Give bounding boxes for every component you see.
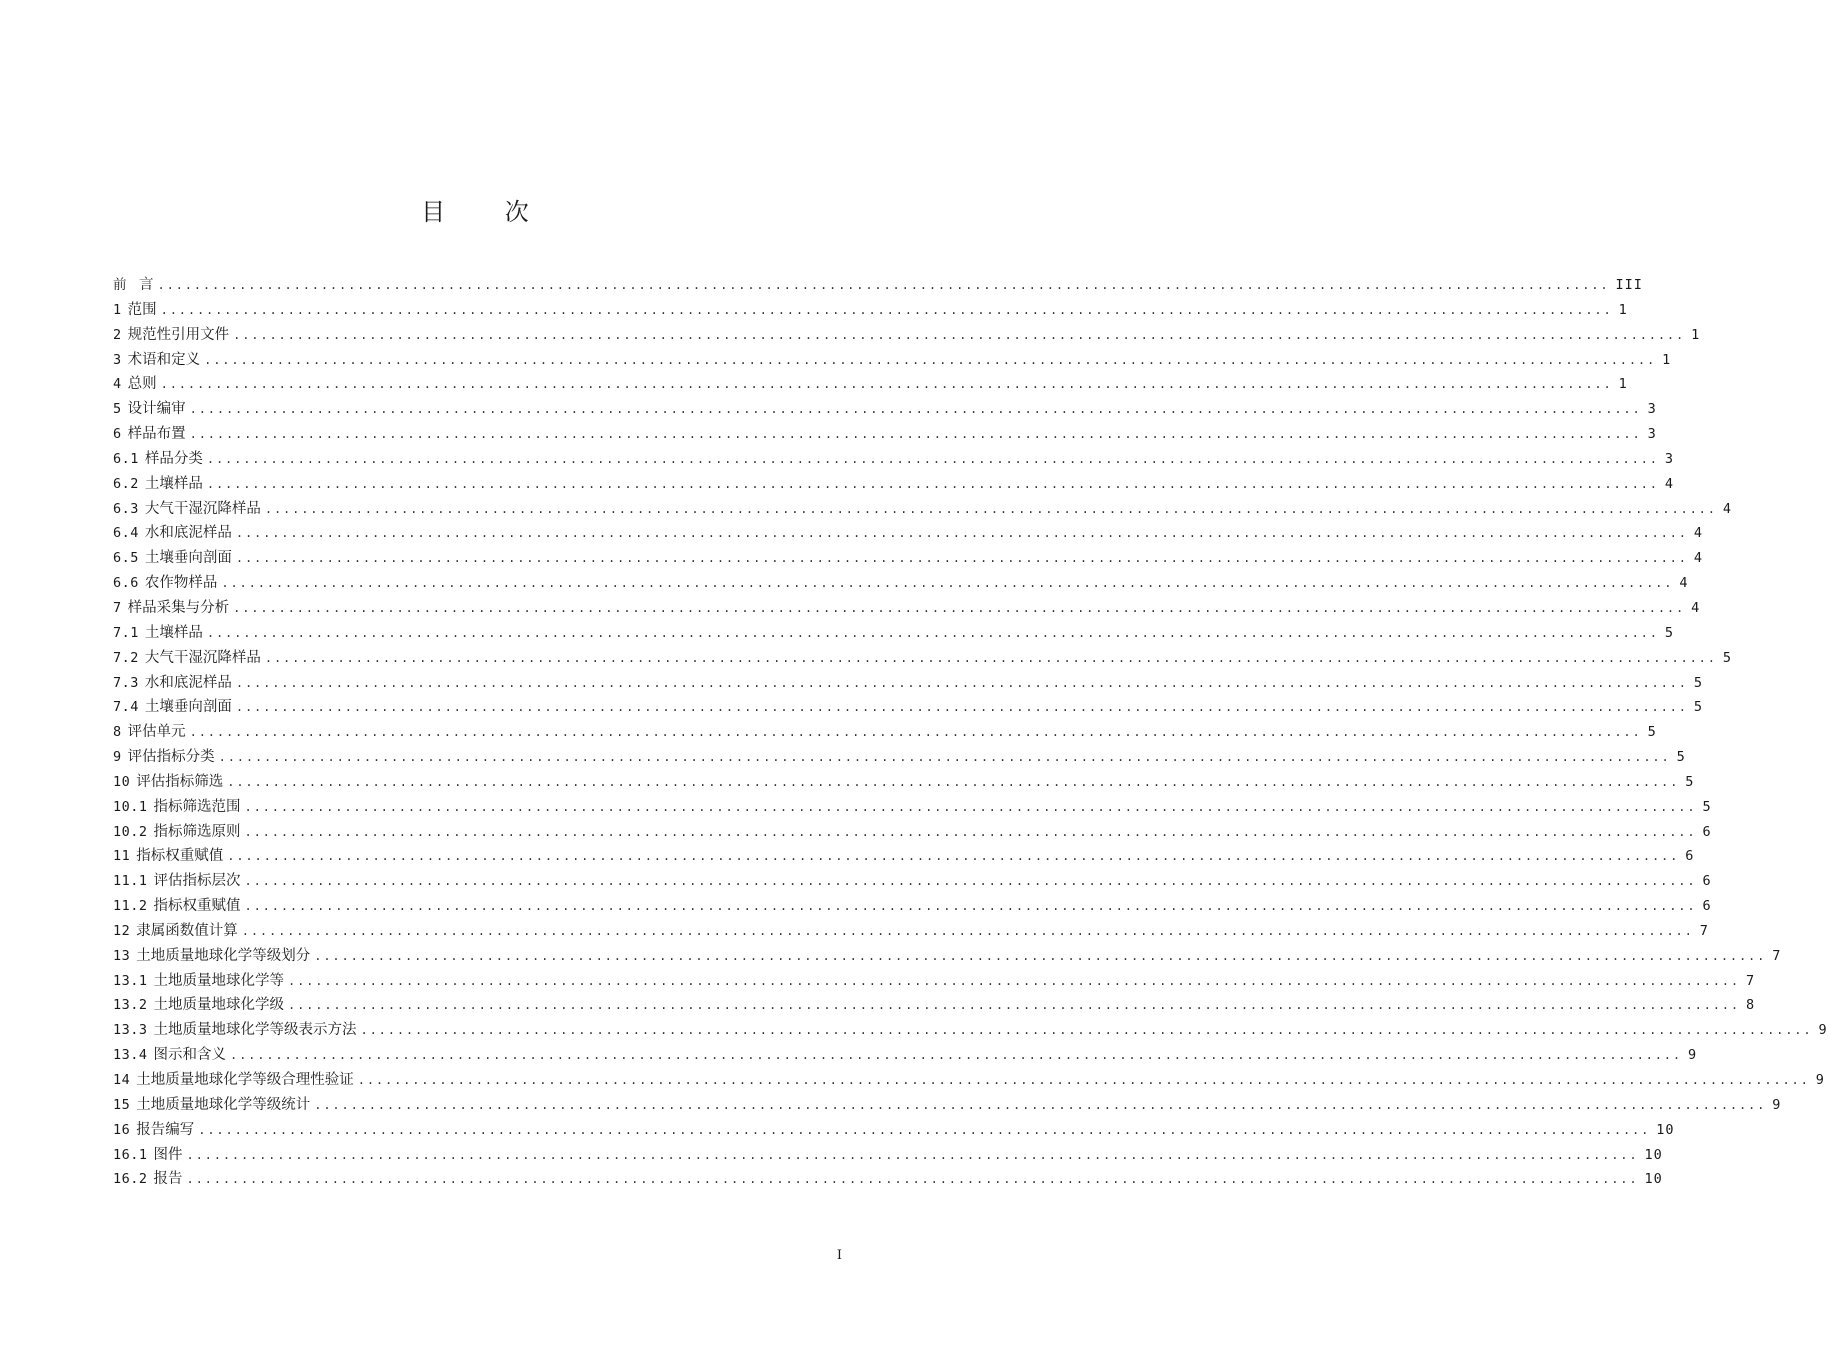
toc-leader-dots: ................................................................................................................................................................ — [186, 1172, 1639, 1187]
toc-entry-number: 10.1 — [113, 798, 148, 815]
toc-entry-page: 5 — [1702, 798, 1712, 815]
toc-leader-dots: ................................................................................................................................................................ — [357, 1073, 1810, 1087]
toc-entry-title: 土地质量地球化学等级划分 — [136, 947, 311, 964]
toc-leader-dots: ................................................................................................................................................................ — [235, 700, 1688, 715]
toc-entry-number: 6.2 — [113, 475, 139, 492]
toc-entry-number: 4 — [113, 376, 122, 393]
toc-entry-page: 4 — [1693, 525, 1703, 542]
page-number: I — [836, 1248, 842, 1263]
toc-entry[interactable] — [113, 1018, 1828, 1043]
toc-entry-page: 3 — [1647, 426, 1657, 443]
toc-entry-label — [113, 770, 227, 794]
toc-entry-page: 5 — [1676, 749, 1686, 766]
toc-entry-page: 5 — [1647, 724, 1657, 741]
toc-entry-label — [113, 571, 221, 595]
toc-leader-dots: ................................................................................................................................................................ — [235, 551, 1688, 566]
toc-entry-title: 农作物样品 — [144, 575, 218, 592]
toc-entry-title: 样品布置 — [127, 426, 186, 443]
toc-entry-number: 9 — [113, 749, 122, 766]
toc-leader-dots: ................................................................................................................................................................ — [221, 576, 1674, 591]
toc-entry-label — [113, 422, 190, 446]
toc-entry-label — [113, 919, 242, 943]
toc-entry-page: 1 — [1691, 326, 1701, 343]
toc-leader-dots: ................................................................................................................................................................ — [244, 874, 1697, 889]
toc-entry-number: 16 — [113, 1121, 131, 1138]
toc-entry-title: 规范性引用文件 — [127, 326, 230, 343]
toc-leader-dots: ................................................................................................................................................................ — [233, 600, 1686, 615]
toc-entry[interactable] — [113, 869, 1712, 894]
toc-entry-label — [113, 695, 236, 719]
toc-entry-page: 9 — [1687, 1047, 1698, 1064]
toc-leader-dots: ................................................................................................................................................................ — [206, 625, 1659, 640]
toc-entry-label — [113, 621, 207, 645]
toc-entry-page: 8 — [1745, 997, 1756, 1014]
toc-entry-page: 5 — [1685, 773, 1695, 790]
toc-entry-title: 土壤样品 — [144, 624, 203, 641]
toc-entry-number: 13.4 — [113, 1047, 148, 1064]
toc-entry-number: 10.2 — [113, 823, 148, 840]
toc-entry-title: 总则 — [127, 376, 157, 393]
toc-entry-number: 7.1 — [113, 624, 139, 641]
toc-leader-dots: ................................................................................................................................................................ — [288, 998, 1740, 1013]
toc-entry-number: 16.1 — [113, 1146, 148, 1163]
toc-entry-page: 10 — [1656, 1121, 1675, 1138]
toc-entry[interactable] — [113, 546, 1703, 571]
toc-leader-dots: ................................................................................................................................................................ — [227, 774, 1680, 789]
toc-entry-label — [113, 993, 288, 1017]
toc-entry[interactable] — [113, 472, 1674, 497]
toc-entry-label — [113, 497, 265, 521]
toc-entry-title: 范围 — [127, 301, 157, 318]
toc-entry-number: 6.3 — [113, 500, 139, 517]
toc-entry-page: 4 — [1664, 475, 1674, 492]
toc-entry-number: 1 — [113, 301, 122, 318]
toc-leader-dots: ................................................................................................................................................................ — [233, 327, 1686, 342]
toc-entry-label — [113, 447, 207, 471]
toc-list — [113, 273, 1828, 1192]
toc-entry-number: 13.1 — [113, 972, 148, 989]
toc-entry-label — [113, 894, 245, 918]
toc-leader-dots: ................................................................................................................................................................ — [244, 824, 1697, 839]
toc-entry-number: 6 — [113, 426, 122, 443]
toc-entry-label — [113, 372, 161, 396]
toc-entry-page: III — [1615, 277, 1643, 293]
toc-entry-title: 报告编写 — [136, 1121, 195, 1138]
toc-entry[interactable] — [113, 372, 1628, 397]
toc-entry-title: 图件 — [153, 1146, 183, 1163]
toc-entry-page: 9 — [1815, 1072, 1825, 1088]
toc-entry-page: 7 — [1745, 972, 1756, 989]
toc-entry-page: 6 — [1685, 848, 1695, 865]
toc-entry-title: 土壤垂向剖面 — [144, 699, 232, 716]
toc-entry[interactable] — [113, 993, 1756, 1018]
toc-entry-number: 6.5 — [113, 550, 139, 567]
toc-entry[interactable] — [113, 745, 1686, 770]
toc-entry-title: 土地质量地球化学等 — [153, 972, 285, 989]
toc-entry-number: 7.3 — [113, 674, 139, 691]
toc-entry-title: 隶属函数值计算 — [136, 922, 238, 939]
toc-entry-number: 6.6 — [113, 575, 139, 592]
toc-entry-number: 16.2 — [113, 1171, 148, 1188]
toc-entry-page: 5 — [1693, 674, 1703, 691]
toc-entry-label — [113, 348, 204, 372]
toc-entry[interactable] — [113, 894, 1712, 919]
toc-entry-page: 4 — [1679, 575, 1689, 592]
toc-entry[interactable] — [113, 497, 1732, 522]
toc-entry[interactable] — [113, 820, 1712, 845]
toc-entry[interactable] — [113, 571, 1689, 596]
toc-entry-title: 土地质量地球化学级 — [153, 997, 285, 1014]
toc-entry[interactable] — [113, 348, 1672, 373]
toc-entry[interactable] — [113, 919, 1709, 944]
toc-entry-number: 5 — [113, 401, 122, 418]
toc-entry-label — [113, 869, 245, 893]
toc-entry[interactable] — [113, 720, 1657, 745]
toc-entry-title: 水和底泥样品 — [144, 525, 232, 542]
toc-entry-number: 11.2 — [113, 898, 148, 915]
toc-entry[interactable] — [113, 695, 1703, 720]
toc-entry-label — [113, 944, 314, 968]
toc-entry-label — [113, 298, 161, 322]
toc-entry-number: 7 — [113, 599, 122, 616]
toc-entry-number: 13 — [113, 947, 131, 964]
toc-leader-dots: ................................................................................................................................................................ — [235, 675, 1688, 690]
toc-entry-title: 评估指标层次 — [153, 873, 241, 890]
toc-entry-page: 4 — [1691, 599, 1701, 616]
toc-entry-label — [113, 646, 265, 670]
toc-entry[interactable] — [113, 447, 1674, 472]
toc-entry-page: 5 — [1664, 624, 1674, 641]
toc-entry-page: 10 — [1644, 1146, 1663, 1163]
toc-entry[interactable] — [113, 298, 1628, 323]
toc-entry-number: 11.1 — [113, 873, 148, 890]
toc-entry-number: 2 — [113, 326, 122, 343]
toc-entry-number: 15 — [113, 1096, 131, 1113]
toc-entry-number: 6.4 — [113, 525, 139, 542]
toc-entry-number: 13.3 — [113, 1022, 148, 1039]
toc-entry-page: 3 — [1664, 450, 1674, 467]
toc-leader-dots: ................................................................................................................................................................ — [230, 1048, 1682, 1063]
toc-entry-page: 6 — [1702, 823, 1712, 840]
toc-entry[interactable] — [113, 770, 1695, 795]
toc-entry-number: 3 — [113, 351, 122, 368]
toc-entry-title: 图示和含义 — [153, 1047, 227, 1064]
toc-entry[interactable] — [113, 1068, 1825, 1093]
toc-entry-page: 5 — [1722, 649, 1732, 666]
toc-entry[interactable] — [113, 323, 1701, 348]
toc-entry-title: 言 — [139, 277, 154, 293]
toc-entry-page: 1 — [1618, 376, 1628, 393]
toc-leader-dots: ................................................................................................................................................................ — [189, 427, 1642, 442]
toc-leader-dots: ................................................................................................................................................................ — [288, 973, 1740, 988]
toc-leader-dots: ................................................................................................................................................................ — [206, 476, 1659, 491]
toc-entry-number: 7.4 — [113, 699, 139, 716]
toc-leader-dots: ................................................................................................................................................................ — [157, 278, 1610, 292]
toc-leader-dots: ................................................................................................................................................................ — [227, 849, 1680, 864]
toc-entry-title: 指标筛选原则 — [153, 823, 241, 840]
toc-leader-dots: ................................................................................................................................................................ — [160, 377, 1613, 392]
toc-entry-title: 大气干湿沉降样品 — [144, 649, 261, 666]
toc-entry-page: 5 — [1693, 699, 1703, 716]
toc-entry-label — [113, 472, 207, 496]
toc-entry-label — [113, 397, 190, 421]
toc-entry-label — [113, 844, 227, 868]
toc-entry-page: 1 — [1618, 301, 1628, 318]
toc-leader-dots: ................................................................................................................................................................ — [360, 1023, 1813, 1038]
toc-entry-title: 术语和定义 — [127, 351, 201, 368]
toc-entry-label — [113, 1018, 361, 1042]
toc-leader-dots: ................................................................................................................................................................ — [244, 899, 1697, 914]
toc-entry-label — [113, 795, 245, 819]
toc-entry-page: 9 — [1772, 1096, 1782, 1113]
toc-entry-label — [113, 745, 219, 769]
toc-leader-dots: ................................................................................................................................................................ — [241, 923, 1694, 938]
toc-entry-title: 土壤样品 — [144, 475, 203, 492]
toc-entry-page: 4 — [1722, 500, 1732, 517]
toc-entry[interactable] — [113, 1143, 1663, 1168]
toc-entry-label — [113, 323, 233, 347]
toc-entry-title: 土地质量地球化学等级统计 — [136, 1096, 311, 1113]
toc-entry-title: 大气干湿沉降样品 — [144, 500, 261, 517]
toc-entry[interactable] — [113, 1043, 1698, 1068]
toc-entry-label — [113, 969, 288, 993]
toc-entry[interactable] — [113, 621, 1674, 646]
toc-entry-title: 评估指标筛选 — [136, 773, 224, 790]
toc-entry-page: 6 — [1702, 873, 1712, 890]
toc-entry-title: 评估单元 — [127, 724, 186, 741]
toc-entry-title: 报告 — [153, 1171, 183, 1188]
toc-leader-dots: ................................................................................................................................................................ — [235, 526, 1688, 541]
toc-entry[interactable] — [113, 671, 1703, 696]
toc-entry-label — [113, 1143, 187, 1167]
toc-entry-page: 7 — [1699, 922, 1709, 939]
toc-entry-number: 13.2 — [113, 997, 148, 1014]
toc-leader-dots: ................................................................................................................................................................ — [160, 302, 1613, 317]
toc-entry-label — [113, 1093, 314, 1117]
toc-entry-title: 土壤垂向剖面 — [144, 550, 232, 567]
toc-leader-dots: ................................................................................................................................................................ — [198, 1122, 1651, 1137]
toc-leader-dots: ................................................................................................................................................................ — [314, 948, 1767, 963]
toc-entry[interactable] — [113, 944, 1782, 969]
toc-entry-title: 指标权重赋值 — [153, 898, 241, 915]
toc-leader-dots: ................................................................................................................................................................ — [264, 650, 1717, 665]
toc-entry-label — [113, 1068, 358, 1092]
toc-entry-title: 设计编审 — [127, 401, 186, 418]
toc-leader-dots: ................................................................................................................................................................ — [264, 501, 1717, 516]
toc-entry-number: 10 — [113, 773, 131, 790]
toc-entry[interactable] — [113, 969, 1756, 994]
toc-entry-label — [113, 1043, 230, 1067]
toc-entry-title: 样品采集与分析 — [127, 599, 230, 616]
toc-leader-dots: ................................................................................................................................................................ — [204, 352, 1657, 367]
toc-entry-label — [113, 1167, 187, 1191]
toc-leader-dots: ................................................................................................................................................................ — [314, 1097, 1767, 1112]
toc-entry[interactable] — [113, 273, 1643, 298]
toc-entry[interactable] — [113, 795, 1712, 820]
toc-entry-number: 前 — [113, 277, 127, 293]
toc-entry-page: 3 — [1647, 401, 1657, 418]
toc-entry-title: 土地质量地球化学等级表示方法 — [153, 1022, 357, 1039]
toc-entry-label — [113, 720, 190, 744]
toc-entry-label — [113, 1118, 198, 1142]
toc-entry-label — [113, 820, 245, 844]
toc-entry-title: 指标筛选范围 — [153, 798, 241, 815]
toc-entry-label — [113, 546, 236, 570]
toc-entry-label — [113, 671, 236, 695]
toc-entry-number: 12 — [113, 922, 131, 939]
toc-entry-number: 11 — [113, 848, 131, 865]
toc-entry[interactable] — [113, 646, 1732, 671]
toc-entry-title: 评估指标分类 — [127, 749, 215, 766]
toc-leader-dots: ................................................................................................................................................................ — [218, 750, 1671, 765]
toc-leader-dots: ................................................................................................................................................................ — [186, 1147, 1639, 1162]
toc-entry-number: 8 — [113, 724, 122, 741]
toc-leader-dots: ................................................................................................................................................................ — [189, 725, 1642, 740]
toc-entry[interactable] — [113, 397, 1657, 422]
toc-entry-page: 6 — [1702, 898, 1712, 915]
toc-entry-page: 4 — [1693, 550, 1703, 567]
toc-entry-number: 6.1 — [113, 450, 139, 467]
toc-entry-page: 7 — [1772, 947, 1782, 964]
toc-entry-label — [113, 596, 233, 620]
toc-entry-page: 1 — [1662, 351, 1672, 368]
toc-entry[interactable] — [113, 596, 1701, 621]
toc-heading: 目 次 — [421, 198, 555, 226]
toc-entry[interactable] — [113, 844, 1695, 869]
toc-entry[interactable] — [113, 521, 1703, 546]
toc-leader-dots: ................................................................................................................................................................ — [206, 451, 1659, 466]
toc-entry-label — [113, 273, 158, 297]
toc-entry-page: 10 — [1644, 1171, 1663, 1188]
toc-entry-title: 指标权重赋值 — [136, 848, 224, 865]
toc-entry[interactable] — [113, 1167, 1663, 1192]
toc-entry-number: 7.2 — [113, 649, 139, 666]
toc-entry[interactable] — [113, 422, 1657, 447]
toc-entry-title: 土地质量地球化学等级合理性验证 — [136, 1072, 354, 1088]
toc-entry-number: 14 — [113, 1072, 131, 1088]
toc-entry-page: 9 — [1818, 1022, 1828, 1039]
toc-entry-label — [113, 521, 236, 545]
toc-leader-dots: ................................................................................................................................................................ — [189, 402, 1642, 417]
toc-entry-title: 样品分类 — [144, 450, 203, 467]
toc-leader-dots: ................................................................................................................................................................ — [244, 799, 1697, 814]
toc-entry[interactable] — [113, 1093, 1782, 1118]
toc-entry-title: 水和底泥样品 — [144, 674, 232, 691]
toc-entry[interactable] — [113, 1118, 1675, 1143]
